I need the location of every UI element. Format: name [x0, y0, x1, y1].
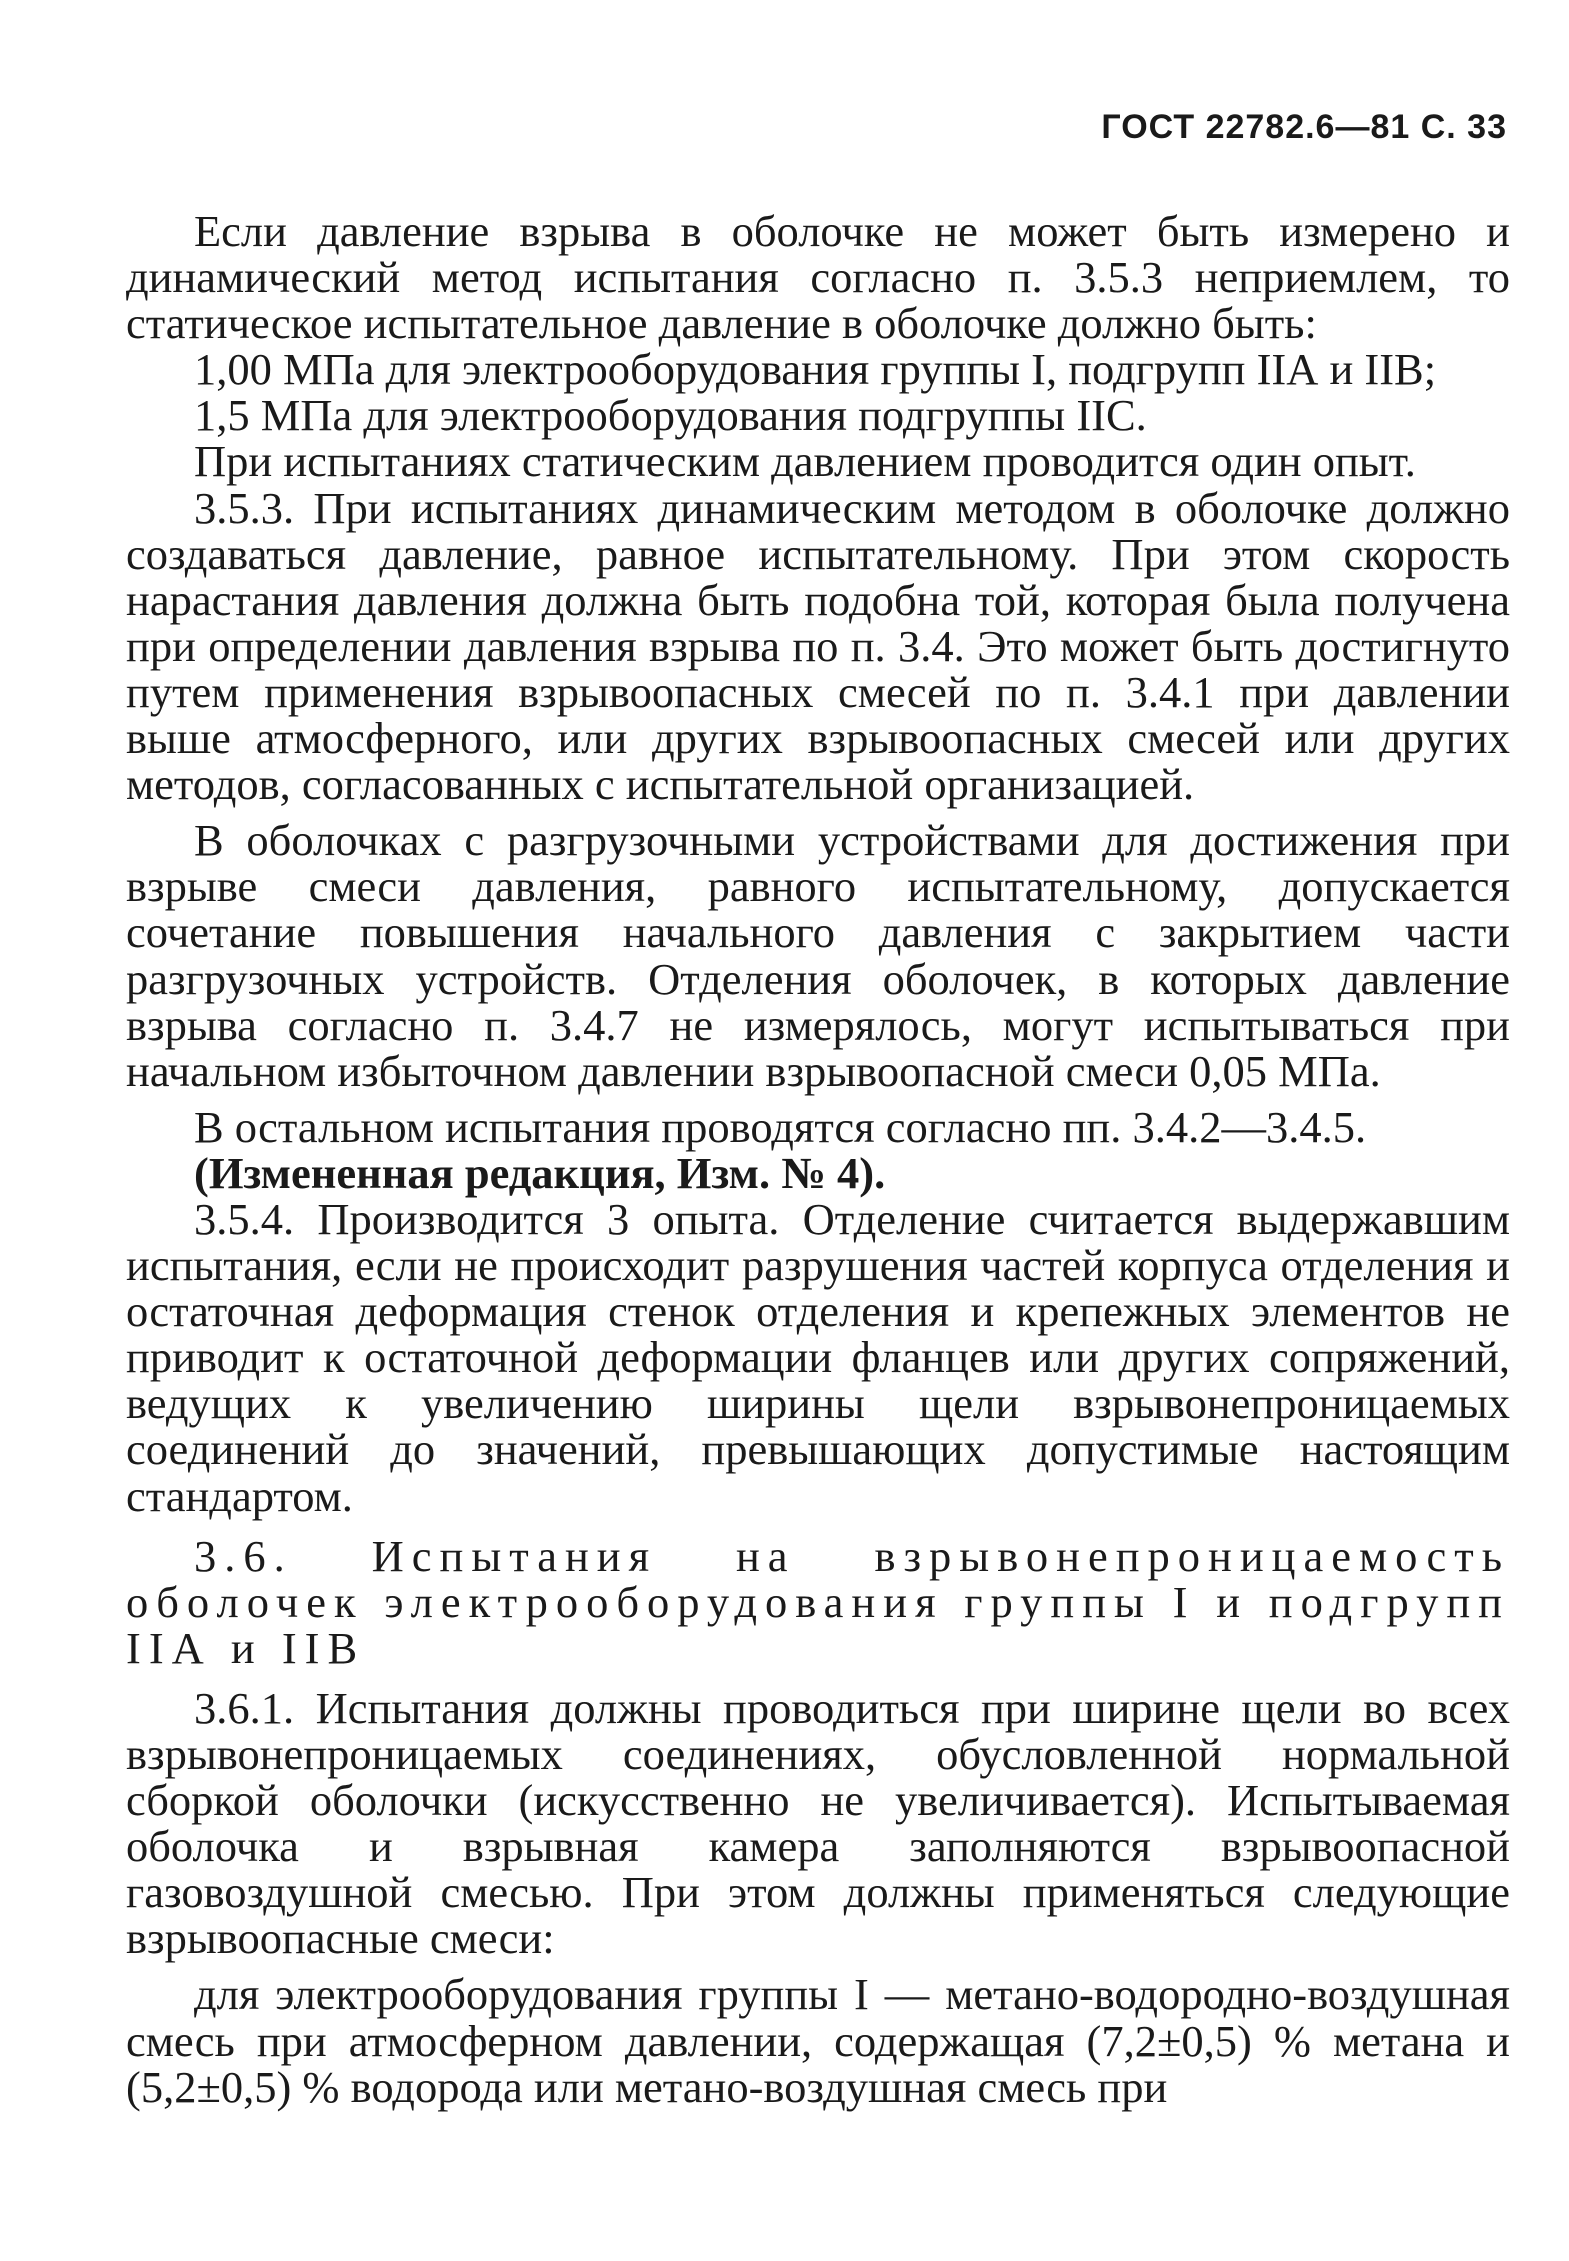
amendment-note: (Измененная редакция, Изм. № 4). — [194, 1147, 886, 1198]
section-title: 3.6. Испытания на взрывонепроницаемость оболочек электрооборудования группы I и подгрупп IIА и IIВ — [126, 1530, 1510, 1673]
paragraph: для электрооборудования группы I — метано-водородно-воздушная смесь при атмосферном давлении, содержащая (7,2±0,5) % метана и (5,2±0,5) % водорода или метано-воздушная смесь при — [126, 1969, 1510, 2112]
paragraph: 3.5.3. При испытаниях динамическим методом в оболочке должно создаваться давление, равное испытательному. При этом скорость нарастания давления должна быть подобна той, которая была получена при определении давления взрыва по п. 3.4. Это может быть достигнуто путем применения взрывоопасных смесей по п. 3.4.1 при давлении выше атмосферного, или других взрывоопасных смесей или других методов, согласованных с испытательной организацией. — [126, 482, 1510, 810]
paragraph: 1,00 МПа для электрооборудования группы I, подгрупп IIА и IIВ; — [194, 344, 1437, 395]
paragraph: Если давление взрыва в оболочке не может быть измерено и динамический метод испытания согласно п. 3.5.3 неприемлем, то статическое испытательное давление в оболочке должно быть: — [126, 206, 1510, 349]
paragraph: В оболочках с разгрузочными устройствами для достижения при взрыве смеси давления, равного испытательному, допускается сочетание повышения начального давления с закрытием части разгрузочных устройств. Отделения оболочек, в которых давление взрыва согласно п. 3.4.7 не измерялось, могут испытываться при начальном избыточном давлении взрывоопасной смеси 0,05 МПа. — [126, 815, 1510, 1096]
paragraph: 3.6.1. Испытания должны проводиться при ширине щели во всех взрывонепроницаемых соединениях, обусловленной нормальной сборкой оболочки (искусственно не увеличивается). Испытываемая оболочка и взрывная камера заполняются взрывоопасной газовоздушной смесью. При этом должны применяться следующие взрывоопасные смеси: — [126, 1682, 1510, 1964]
paragraph: В остальном испытания проводятся согласно пп. 3.4.2—3.4.5. — [194, 1101, 1367, 1152]
paragraph: 1,5 МПа для электрооборудования подгруппы IIС. — [194, 390, 1147, 441]
paragraph: При испытаниях статическим давлением проводится один опыт. — [194, 436, 1416, 487]
document-body — [126, 208, 1510, 2110]
paragraph: 3.5.4. Производится 3 опыта. Отделение считается выдержавшим испытания, если не происходит разрушения частей корпуса отделения и остаточная деформация стенок отделения и крепежных элементов не приводит к остаточной деформации фланцев или других сопряжений, ведущих к увеличению ширины щели взрывонепроницаемых соединений до значений, превышающих допустимые настоящим стандартом. — [126, 1193, 1510, 1521]
page-header: ГОСТ 22782.6—81 С. 33 — [1101, 108, 1507, 146]
